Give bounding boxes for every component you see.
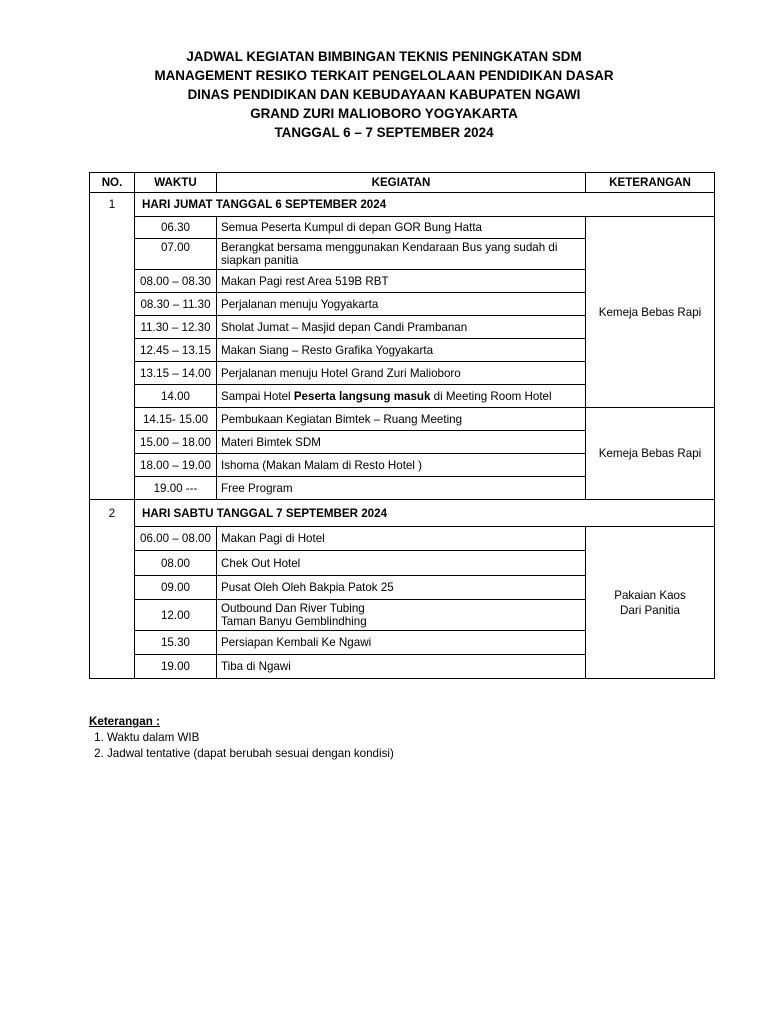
activity-text: di Meeting Room Hotel	[430, 389, 552, 403]
note-cell	[586, 527, 715, 679]
activity-text: Sampai Hotel	[221, 389, 294, 403]
activity-cell: Makan Siang – Resto Grafika Yogyakarta	[217, 339, 586, 362]
time-cell: 11.30 – 12.30	[135, 316, 217, 339]
document-title	[0, 47, 768, 142]
activity-cell: Pusat Oleh Oleh Bakpia Patok 25	[217, 576, 586, 600]
day-header-row	[90, 500, 715, 527]
title-line: DINAS PENDIDIKAN DAN KEBUDAYAAN KABUPATEN NGAWI	[187, 87, 581, 102]
note-cell: Kemeja Bebas Rapi	[586, 217, 715, 408]
activity-cell	[217, 600, 586, 631]
activity-cell: Pembukaan Kegiatan Bimtek – Ruang Meeting	[217, 408, 586, 431]
activity-line: Outbound Dan River Tubing	[221, 602, 365, 615]
time-cell: 18.00 – 19.00	[135, 454, 217, 477]
title-line: JADWAL KEGIATAN BIMBINGAN TEKNIS PENINGKATAN SDM	[186, 49, 582, 64]
time-cell: 19.00	[135, 655, 217, 679]
activity-cell: Perjalanan menuju Hotel Grand Zuri Malioboro	[217, 362, 586, 385]
time-cell: 19.00 ---	[135, 477, 217, 500]
table-row	[90, 217, 715, 239]
day-header-row	[90, 193, 715, 217]
activity-cell: Free Program	[217, 477, 586, 500]
activity-cell: Perjalanan menuju Yogyakarta	[217, 293, 586, 316]
note-line: Dari Panitia	[620, 603, 680, 617]
activity-cell: Berangkat bersama menggunakan Kendaraan Bus yang sudah di siapkan panitia	[217, 239, 586, 270]
activity-cell: Chek Out Hotel	[217, 551, 586, 576]
header-time: WAKTU	[135, 173, 217, 193]
notes-list	[89, 730, 394, 762]
table-row	[90, 527, 715, 551]
time-cell: 15.00 – 18.00	[135, 431, 217, 454]
header-no: NO.	[90, 173, 135, 193]
notes-section	[89, 714, 394, 762]
table-header-row	[90, 173, 715, 193]
time-cell: 08.00 – 08.30	[135, 270, 217, 293]
list-item: 1. Waktu dalam WIB	[107, 730, 394, 746]
title-line: MANAGEMENT RESIKO TERKAIT PENGELOLAAN PENDIDIKAN DASAR	[154, 68, 614, 83]
activity-cell	[217, 385, 586, 408]
notes-heading: Keterangan :	[89, 715, 160, 728]
time-cell: 12.00	[135, 600, 217, 631]
time-cell: 14.00	[135, 385, 217, 408]
note-line: Pakaian Kaos	[614, 588, 686, 602]
activity-cell: Tiba di Ngawi	[217, 655, 586, 679]
day-title: HARI JUMAT TANGGAL 6 SEPTEMBER 2024	[135, 193, 715, 217]
time-cell: 12.45 – 13.15	[135, 339, 217, 362]
activity-cell: Makan Pagi rest Area 519B RBT	[217, 270, 586, 293]
note-cell: Kemeja Bebas Rapi	[586, 408, 715, 500]
time-cell: 08.30 – 11.30	[135, 293, 217, 316]
time-cell: 15.30	[135, 631, 217, 655]
activity-line: Taman Banyu Gemblindhing	[221, 615, 367, 628]
table-row	[90, 408, 715, 431]
activity-cell: Materi Bimtek SDM	[217, 431, 586, 454]
time-cell: 13.15 – 14.00	[135, 362, 217, 385]
day-number: 2	[90, 500, 135, 679]
day-number: 1	[90, 193, 135, 500]
header-activity: KEGIATAN	[217, 173, 586, 193]
activity-cell: Persiapan Kembali Ke Ngawi	[217, 631, 586, 655]
title-line: GRAND ZURI MALIOBORO YOGYAKARTA	[250, 106, 518, 121]
time-cell: 06.00 – 08.00	[135, 527, 217, 551]
activity-cell: Semua Peserta Kumpul di depan GOR Bung Hatta	[217, 217, 586, 239]
schedule-table	[89, 172, 715, 679]
list-item: 2. Jadwal tentative (dapat berubah sesuai dengan kondisi)	[107, 746, 394, 762]
title-line: TANGGAL 6 – 7 SEPTEMBER 2024	[274, 125, 494, 140]
time-cell: 09.00	[135, 576, 217, 600]
time-cell: 06.30	[135, 217, 217, 239]
activity-cell: Ishoma (Makan Malam di Resto Hotel )	[217, 454, 586, 477]
time-cell: 07.00	[135, 239, 217, 270]
time-cell: 08.00	[135, 551, 217, 576]
activity-cell: Makan Pagi di Hotel	[217, 527, 586, 551]
time-cell: 14.15- 15.00	[135, 408, 217, 431]
header-note: KETERANGAN	[586, 173, 715, 193]
activity-cell: Sholat Jumat – Masjid depan Candi Prambanan	[217, 316, 586, 339]
activity-emphasis: Peserta langsung masuk	[293, 389, 431, 403]
day-title: HARI SABTU TANGGAL 7 SEPTEMBER 2024	[135, 500, 715, 527]
